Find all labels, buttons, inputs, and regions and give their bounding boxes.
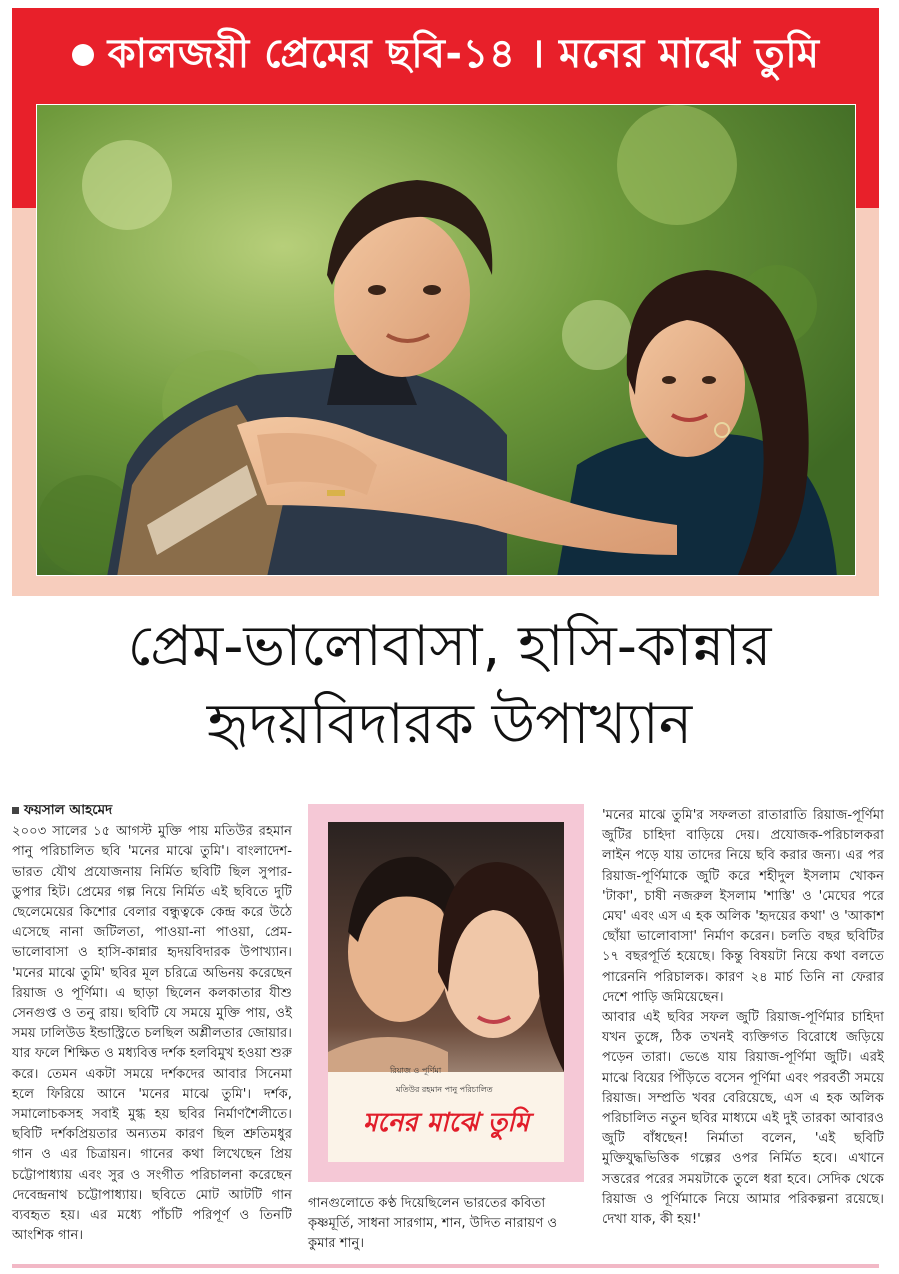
lead-photo [36,104,856,576]
bullet-icon [72,44,94,66]
column-3-paragraph-1: 'মনের মাঝে তুমি'র সফলতা রাতারাতি রিয়াজ-পূর্ণিমা জুটির চাহিদা বাড়িয়ে দেয়। প্রযোজক-পরিচালকরা লাইন পড়ে যায় তাদের নিয়ে ছবি করার জন্য। এর পর রিয়াজ-পূর্ণিমাকে জুটি করে শহীদুল ইসলাম খোকন 'টাকা', চাষী নজরুল ইসলাম 'শাস্তি' ও 'মেঘের পরে মেঘ' এবং এস এ হক অলিক 'হৃদয়ের কথা' ও 'আকাশ ছোঁয়া ভালোবাসা' নির্মাণ করেন। চলতি বছর ছবিটির ১৭ বছরপূর্তি হয়েছে। কিন্তু বিষয়টা নিয়ে কথা বলতে পারেননি পরিচালক। কারণ ২৪ মার্চ তিনি না ফেরার দেশে পাড়ি জমিয়েছেন। [602,808,884,1005]
article-column-3 [602,806,884,1230]
movie-poster [328,822,564,1162]
poster-cast-label: রিয়াজ ও পূর্ণিমা [390,1066,442,1075]
poster-credit: মতিউর রহমান পানু পরিচালিত [396,1085,493,1094]
column-3-paragraph-2: আবার এই ছবির সফল জুটি রিয়াজ-পূর্ণিমার চাহিদা যখন তুঙ্গে, ঠিক তখনই ব্যক্তিগত বিরোধে জড়িয়ে পড়েন তারা। ভেঙে যায় রিয়াজ-পূর্ণিমা জুটি। এরই মাঝে বিয়ের পিঁড়িতে বসেন পূর্ণিমা এবং পরবর্তী সময়ে রিয়াজ। সম্প্রতি খবর বেরিয়েছে, এস এ হক অলিক পরিচালিত নতুন ছবির মাধ্যমে এই দুই তারকা আবারও জুটি বাঁধছেন! নির্মাতা বলেন, 'এই ছবিটি মুক্তিযুদ্ধভিত্তিক গল্পের ওপর নির্মিত হবে। এখানে সত্তরের পরের সময়টাকে তুলে ধরা হবে। সেদিক থেকে রিয়াজ ও পূর্ণিমাকে নিয়ে আমার পরিকল্পনা রয়েছে। দেখা যাক, কী হয়!' [602,1010,884,1228]
byline [12,800,292,820]
poster-caption: গানগুলোতে কণ্ঠ দিয়েছিলেন ভারতের কবিতা কৃষ্ণমূর্তি, সাধনা সারগাম, শান, উদিত নারায়ণ ও কুমার শানু। [308,1196,558,1252]
couple-photo-illustration [37,105,856,576]
poster-title: মনের মাঝে তুমি [362,1108,530,1138]
series-title: কালজয়ী প্রেমের ছবি-১৪ । মনের মাঝে তুমি [107,30,820,77]
bottom-rule [12,1264,879,1268]
author-name: ফয়সাল আহমেদ [24,802,113,818]
banner-title-row [12,12,879,98]
byline-bullet-icon [12,807,19,814]
main-headline [0,608,899,764]
column-1-text: ২০০৩ সালের ১৫ আগস্ট মুক্তি পায় মতিউর রহমান পানু পরিচালিত ছবি 'মনের মাঝে তুমি'। বাংলাদেশ-ভারত যৌথ প্রযোজনায় নির্মিত ছবিটি ছিল সুপার-ডুপার হিট। প্রেমের গল্প নিয়ে নির্মিত এই ছবিতে দুটি ছেলেমেয়ের কিশোর বেলার বন্ধুত্বকে কেন্দ্র করে উঠে এসেছে নানা জটিলতা, পাওয়া-না পাওয়া, প্রেম-ভালোবাসা ও হাসি-কান্নার হৃদয়বিদারক উপাখ্যান। 'মনের মাঝে তুমি' ছবির মূল চরিত্রে অভিনয় করেছেন রিয়াজ ও পূর্ণিমা। এ ছাড়া ছিলেন কলকাতার যীশু সেনগুপ্ত ও তনু রায়। ছবিটি যে সময়ে মুক্তি পায়, ওই সময় ঢালিউড ইন্ডাস্ট্রিতে চলছিল অশ্লীলতার জোয়ার। যার ফলে শিক্ষিত ও মধ্যবিত্ত দর্শক হলবিমুখ হওয়া শুরু করে। তেমন একটা সময়ে দর্শকদের আবার সিনেমা হলে ফিরিয়ে আনে 'মনের মাঝে তুমি'। দর্শক, সমালোচকসহ সবাই মুগ্ধ হয় ছবির নির্মাণশৈলীতে। ছবিটি দর্শকপ্রিয়তার অন্যতম কারণ ছিল শ্রুতিমধুর গান ও এর চিত্রায়ন। গানের কথা লিখেছেন প্রিয় চট্টোপাধ্যায় এবং সুর ও সংগীত পরিচালনা করেছেন দেবেন্দ্রনাথ চট্টোপাধ্যায়। ছবিতে মোট আটটি গান ব্যবহৃত হয়। এর মধ্যে পাঁচটি পরিপূর্ণ ও তিনটি আংশিক গান। [12,824,292,1244]
headline-line-1: প্রেম-ভালোবাসা, হাসি-কান্নার [127,614,772,679]
article-column-1 [12,800,292,1246]
headline-line-2: হৃদয়বিদারক উপাখ্যান [206,692,693,757]
